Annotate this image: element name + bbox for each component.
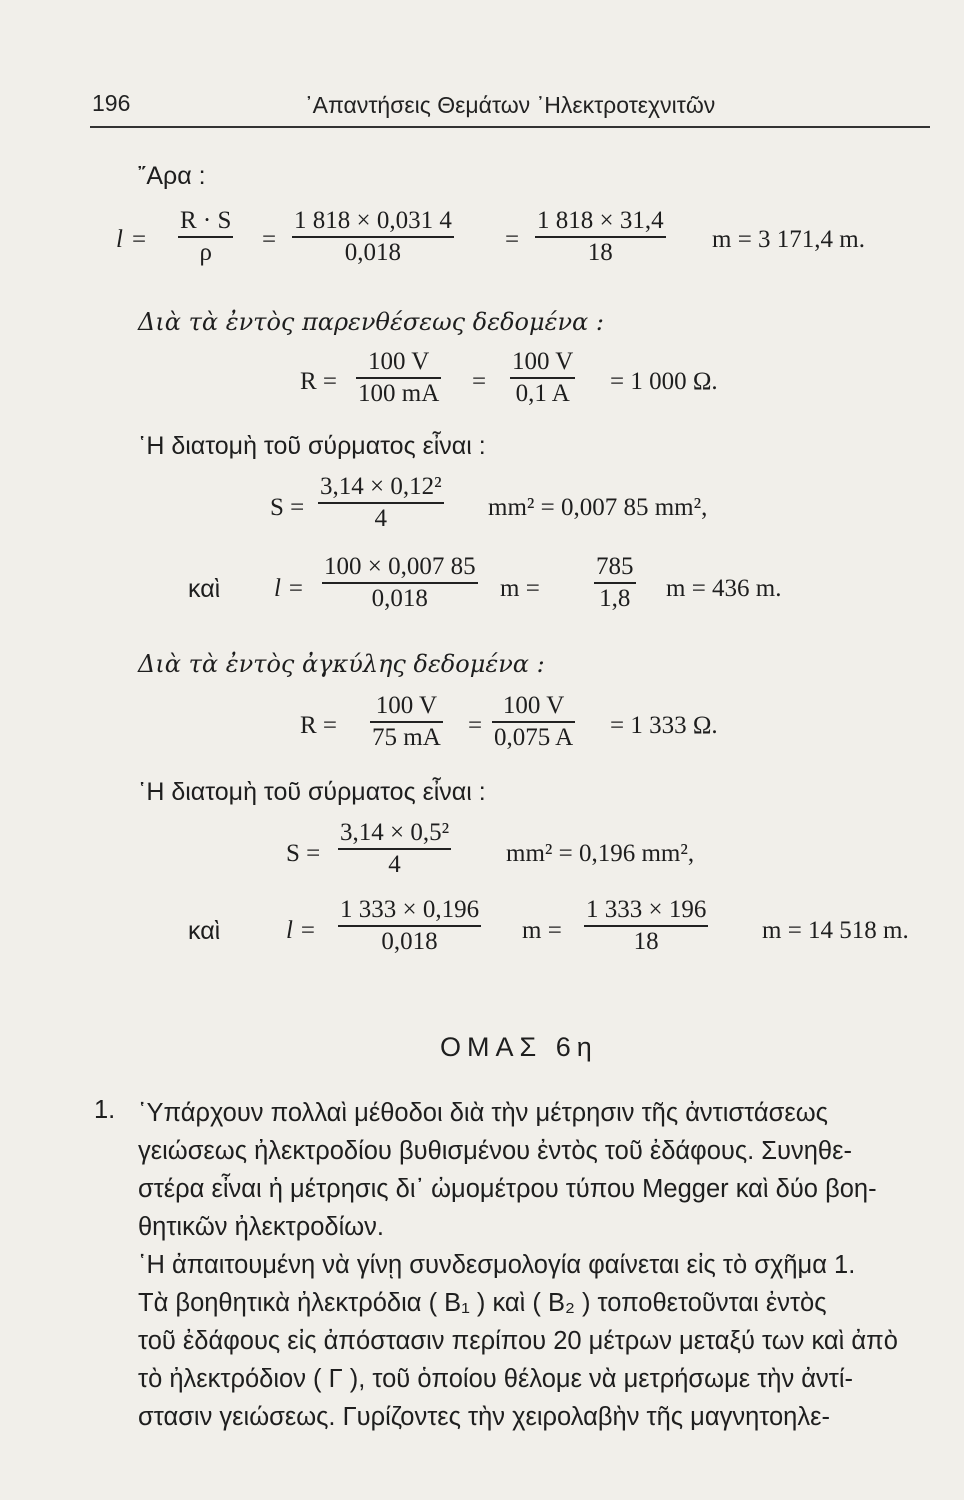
fraction-resistance-3 <box>370 691 443 753</box>
cross-section-result-2: mm² = 0,196 mm², <box>506 840 695 867</box>
fraction-denominator: 18 <box>587 238 613 266</box>
l-equals: l = <box>274 575 305 602</box>
equals-sign: = <box>262 226 277 253</box>
equals-sign: = <box>472 368 487 395</box>
item-line: τὸ ἠλεκτρόδιον ( Γ ), τοῦ ὁποίου θέλομε νὰ μετρήσωμε τὴν ἀντί- <box>138 1365 854 1393</box>
heading-bracket-data: Διὰ τὰ ἐντὸς ἀγκύλης δεδομένα : <box>138 650 545 678</box>
fraction-denominator: ρ <box>199 238 212 266</box>
cross-section-result-1: mm² = 0,007 85 mm², <box>488 494 708 521</box>
length-result-3: m = 14 518 m. <box>762 917 909 944</box>
m-equals: m = <box>522 917 562 944</box>
fraction-cross-section-1 <box>318 472 444 534</box>
fraction-length-2a <box>322 552 478 614</box>
equals-sign: = <box>468 712 483 739</box>
fraction-numerator: 100 V <box>375 692 438 719</box>
fraction-numeric-2 <box>535 206 666 268</box>
equals-sign: = <box>505 226 520 253</box>
fraction-denominator: 100 mA <box>358 379 440 407</box>
r-equals: R = <box>300 368 338 395</box>
item-line: θητικῶν ἠλεκτροδίων. <box>138 1213 385 1241</box>
m-equals: m = <box>500 575 540 602</box>
item-line: στασιν γειώσεως. Γυρίζοντες τὴν χειρολαβὴν τῆς μαγνητοηλε- <box>138 1403 830 1431</box>
fraction-numerator: 100 V <box>367 348 430 375</box>
fraction-resistance-2 <box>510 347 575 409</box>
length-result-2: m = 436 m. <box>666 575 782 602</box>
item-line: ῾Η ἀπαιτουμένη νὰ γίνῃ συνδεσμολογία φαίνεται εἰς τὸ σχῆμα 1. <box>138 1251 856 1279</box>
fraction-numerator: 3,14 × 0,5² <box>340 819 450 846</box>
kai-label: καὶ <box>188 575 221 603</box>
fraction-denominator: 0,018 <box>344 238 402 266</box>
kai-label: καὶ <box>188 917 221 945</box>
item-line: ῾Υπάρχουν πολλαὶ μέθοδοι διὰ τὴν μέτρησιν τῆς ἀντιστάσεως <box>138 1099 828 1127</box>
cross-section-text-1: ῾Η διατομὴ τοῦ σύρματος εἶναι : <box>138 432 486 460</box>
heading-parenthesis-data: Διὰ τὰ ἐντὸς παρενθέσεως δεδομένα : <box>138 308 604 336</box>
item-line: στέρα εἶναι ἡ μέτρησις δι᾿ ὠμομέτρου τύπου Megger καὶ δύο βοη- <box>138 1175 877 1203</box>
group-heading: ΟΜΑΣ 6η <box>440 1032 598 1062</box>
fraction-resistance-4 <box>492 691 575 753</box>
fraction-numerator: 1 333 × 0,196 <box>340 896 480 923</box>
fraction-length-2b <box>594 552 636 614</box>
r-equals: R = <box>300 712 338 739</box>
item-line: Τὰ βοηθητικὰ ἠλεκτρόδια ( B₁ ) καὶ ( B₂ ) τοποθετοῦνται ἐντὸς <box>138 1289 827 1317</box>
fraction-resistance-1 <box>356 347 441 409</box>
fraction-numerator: 100 V <box>502 692 565 719</box>
resistance-result-2: = 1 333 Ω. <box>610 712 718 739</box>
length-symbol: l <box>116 226 123 253</box>
fraction-denominator: 1,8 <box>599 584 631 612</box>
cross-section-text-2: ῾Η διατομὴ τοῦ σύρματος εἶναι : <box>138 778 486 806</box>
fraction-numerator: 100 × 0,007 85 <box>324 553 476 580</box>
fraction-numerator: R · S <box>180 207 232 234</box>
item-number: 1. <box>94 1096 116 1124</box>
running-title: ᾿Απαντήσεις Θεμάτων ᾿Ηλεκτροτεχνιτῶν <box>305 92 716 118</box>
fraction-numeric-1 <box>292 206 454 268</box>
fraction-length-3b <box>584 895 708 957</box>
equals-sign: = <box>132 226 147 253</box>
item-line: τοῦ ἐδάφους εἰς ἀπόστασιν περίπου 20 μέτρων μεταξύ των καὶ ἀπὸ <box>138 1327 898 1355</box>
resistance-result-1: = 1 000 Ω. <box>610 368 718 395</box>
fraction-denominator: 75 mA <box>372 723 441 751</box>
fraction-denominator: 18 <box>633 927 659 955</box>
page-number: 196 <box>92 90 131 116</box>
header-rule <box>90 126 930 128</box>
fraction-denominator: 0,018 <box>371 584 428 612</box>
fraction-cross-section-2 <box>338 818 451 880</box>
length-result-1: m = 3 171,4 m. <box>712 226 865 253</box>
s-equals: S = <box>286 840 321 867</box>
fraction-denominator: 0,1 A <box>515 379 570 407</box>
fraction-numerator: 1 818 × 0,031 4 <box>294 207 452 234</box>
fraction-numerator: 1 333 × 196 <box>586 896 707 923</box>
fraction-numerator: 785 <box>596 553 634 580</box>
fraction-length-3a <box>338 895 481 957</box>
ara-label: ῎Αρα : <box>138 162 206 190</box>
fraction-numerator: 3,14 × 0,12² <box>320 473 442 500</box>
l-equals: l = <box>286 917 317 944</box>
fraction-denominator: 0,018 <box>381 927 438 955</box>
fraction-numerator: 100 V <box>512 348 574 375</box>
item-line: γειώσεως ἠλεκτροδίου βυθισμένου ἐντὸς τοῦ ἐδάφους. Συνηθε- <box>138 1137 852 1165</box>
s-equals: S = <box>270 494 305 521</box>
fraction-rs-rho <box>178 206 233 268</box>
fraction-denominator: 4 <box>388 850 401 878</box>
fraction-numerator: 1 818 × 31,4 <box>537 207 664 234</box>
fraction-denominator: 4 <box>374 504 388 532</box>
fraction-denominator: 0,075 A <box>494 723 574 751</box>
